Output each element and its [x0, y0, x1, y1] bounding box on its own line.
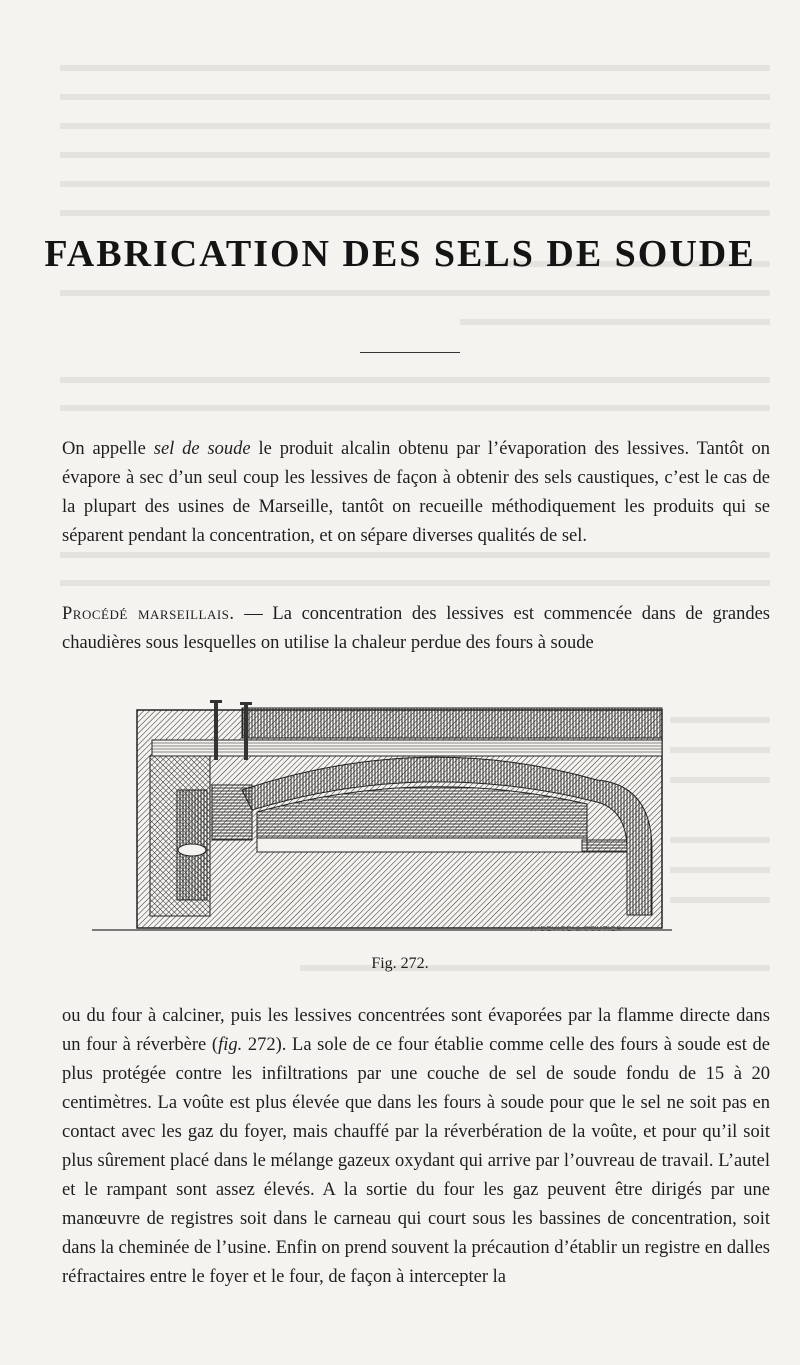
figure-reference: fig. [218, 1035, 243, 1055]
paragraph-intro-lead: On appelle [62, 439, 154, 459]
paragraph-procede [62, 600, 770, 658]
engraver-signature: J. DEVICE & COUTIER [530, 926, 623, 933]
furnace-engraving [92, 700, 672, 940]
section-label: Procédé marseillais. [62, 604, 235, 624]
term-sel-de-soude: sel de soude [153, 439, 251, 459]
title-divider [360, 352, 460, 353]
paragraph-procede-body: — La concentration des lessives est commencée dans de grandes chaudières sous lesquelles on utilise la chaleur perdue des fours à soude [62, 604, 770, 653]
paragraph-description-start: ou du four à calciner, puis les lessives concentrées sont évaporées par la flamme directe dans un four à réverbère ( [62, 1006, 770, 1055]
page-title: FABRICATION DES SELS DE SOUDE [44, 233, 756, 275]
figure-caption: Fig. 272. [371, 955, 429, 972]
paragraph-description [62, 1002, 770, 1292]
paragraph-intro [62, 435, 770, 551]
paragraph-intro-body: le produit alcalin obtenu par l’évaporation des lessives. Tantôt on évapore à sec d’un seul coup les lessives de façon à obtenir des sels caustiques, c’est le cas de la plupart des usines de Marseille, tantôt on recueille méthodiquement les produits qui se séparent pendant la concentration, et on sépare diverses qualités de sel. [62, 439, 770, 546]
paragraph-description-body: 272). La sole de ce four établie comme celle des fours à soude est de plus protégée contre les infiltrations par une couche de sel de soude fondu de 15 à 20 centimètres. La voûte est plus élevée que dans les fours à soude pour que le sel ne soit pas en contact avec les gaz du foyer, mais chauffé par la réverbération de la voûte, et pour qu’il soit plus sûrement placé dans le mélange gazeux oxydant qui arrive par l’ouvreau de travail. L’autel et le rampant sont assez élevés. A la sortie du four les gaz peuvent être dirigés par une manœuvre de registres soit dans le carneau qui court sous les bassines de concentration, soit dans la cheminée de l’usine. Enfin on prend souvent la précaution d’établir un registre en dalles réfractaires entre le foyer et le four, de façon à intercepter la [62, 1035, 770, 1287]
